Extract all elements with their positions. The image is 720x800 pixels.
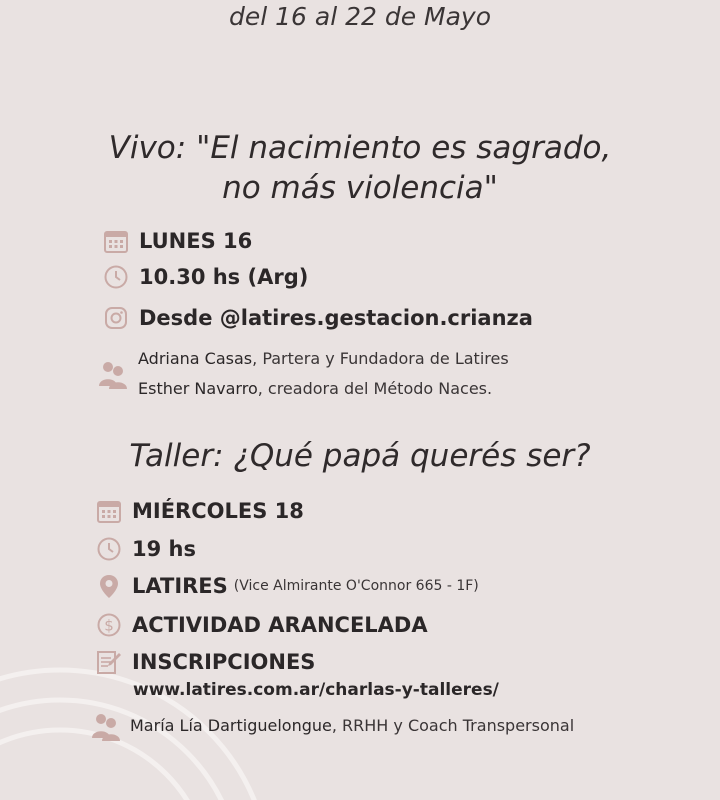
form-pencil-icon: [96, 649, 122, 675]
event1-speaker1-role: , Partera y Fundadora de Latires: [252, 349, 509, 368]
event1-title-line2: no más violencia": [222, 170, 498, 206]
event1-day: LUNES 16: [139, 229, 253, 253]
event2-title: Taller: ¿Qué papá querés ser?: [129, 438, 591, 474]
event2-speaker-role: , RRHH y Coach Transpersonal: [331, 716, 575, 735]
event2-day-row: [96, 498, 304, 524]
calendar-icon: [96, 498, 122, 524]
event2-location-row: [96, 573, 479, 599]
event1-speaker2: [138, 376, 492, 402]
event1-location: Desde @latires.gestacion.crianza: [139, 306, 533, 330]
event1-speaker2-name: Esther Navarro: [138, 379, 258, 398]
clock-icon: [103, 264, 129, 290]
event2-location: LATIRES: [132, 574, 228, 598]
event2-time-row: [96, 536, 196, 562]
event1-time: 10.30 hs (Arg): [139, 265, 309, 289]
instagram-icon: [103, 305, 129, 331]
event1-day-row: [103, 228, 252, 254]
event1-title-line1: Vivo: "El nacimiento es sagrado,: [108, 130, 612, 166]
event2-registration: INSCRIPCIONES: [132, 650, 316, 674]
people-icon: [97, 358, 129, 394]
event2-price: ACTIVIDAD ARANCELADA: [132, 613, 428, 637]
dollar-icon: [96, 612, 122, 638]
event2-registration-row: [96, 649, 315, 675]
event1-speaker1: [138, 346, 509, 372]
event1-speaker1-name: Adriana Casas: [138, 349, 253, 368]
calendar-icon: [103, 228, 129, 254]
event2-time: 19 hs: [132, 537, 196, 561]
location-pin-icon: [96, 573, 122, 599]
event1-speaker2-role: , creadora del Método Naces.: [257, 379, 493, 398]
event2-address: (Vice Almirante O'Connor 665 - 1F): [233, 578, 479, 594]
event2-speaker: [130, 713, 574, 739]
event2-price-row: [96, 612, 428, 638]
event2-day: MIÉRCOLES 18: [132, 499, 304, 523]
date-range: del 16 al 22 de Mayo: [228, 2, 492, 31]
people-icon: [90, 710, 122, 746]
clock-icon: [96, 536, 122, 562]
svg-text:$: $: [104, 616, 114, 635]
event2-speaker-name: María Lía Dartiguelongue: [130, 716, 332, 735]
event1-time-row: [103, 264, 308, 290]
event1-location-row: [103, 305, 533, 331]
event2-registration-url[interactable]: www.latires.com.ar/charlas-y-talleres/: [133, 680, 499, 700]
